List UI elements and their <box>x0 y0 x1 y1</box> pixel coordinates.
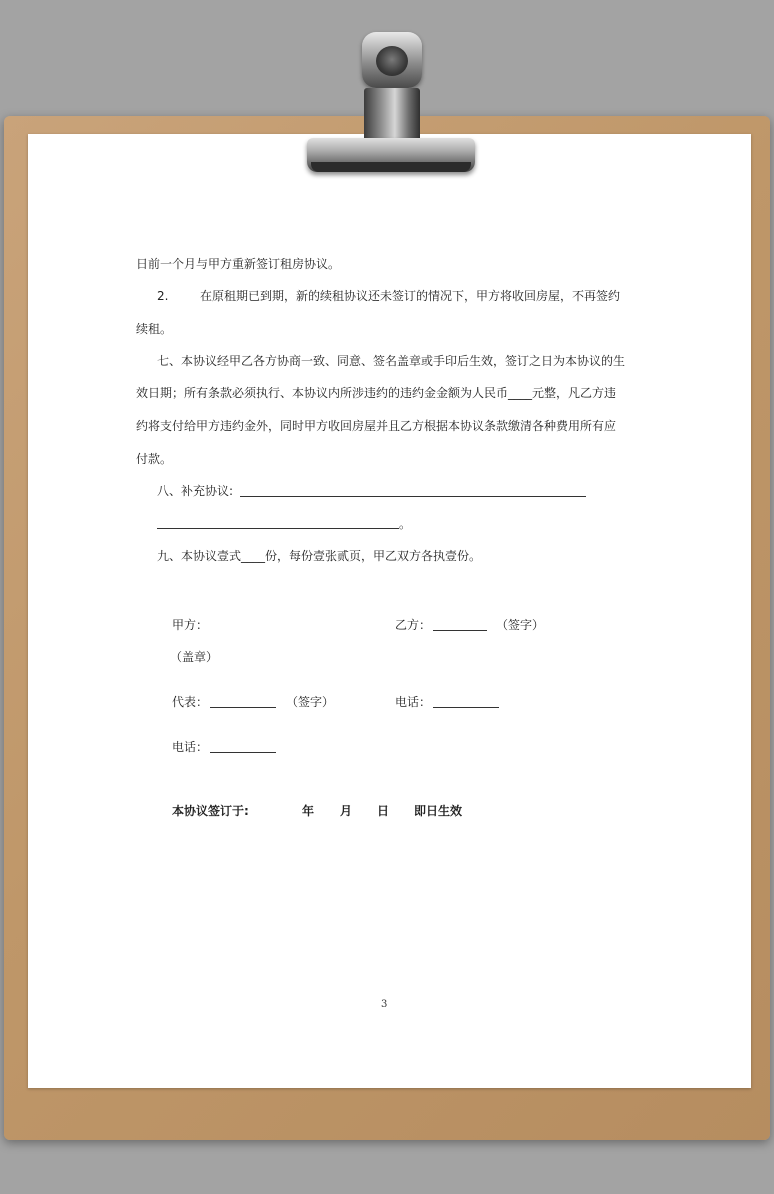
seal-note: （盖章） <box>170 650 219 664</box>
list-number: 2. <box>157 289 169 303</box>
party-b-label: 乙方： <box>395 618 432 632</box>
text-line: 在原租期已到期，新的续租协议还未签订的情况下，甲方将收回房屋，不再签约 <box>200 289 621 303</box>
representative-sign-line <box>210 695 276 708</box>
signed-day: 日 <box>377 804 390 818</box>
clip-lip <box>311 162 471 172</box>
text-line: 日前一个月与甲方重新签订租房协议。 <box>136 257 341 271</box>
representative-label: 代表： <box>172 695 209 709</box>
effective-note: 即日生效 <box>414 804 463 818</box>
signed-date-label: 本协议签订于: <box>172 804 249 818</box>
text-line: 付款。 <box>136 452 173 466</box>
watermark <box>90 450 131 492</box>
sign-note: （签字） <box>286 695 335 709</box>
clip-hole <box>376 46 408 76</box>
text-line: 。 <box>399 517 412 531</box>
document-page <box>28 134 751 1088</box>
page-number: 3 <box>381 999 388 1010</box>
supplement-line-1 <box>240 484 586 497</box>
party-b-phone-line <box>433 695 499 708</box>
text-line: 七、本协议经甲乙各方协商一致、同意、签名盖章或手印后生效，签订之日为本协议的生 <box>157 354 626 368</box>
text-line: 九、本协议壹式____份，每份壹张贰页，甲乙双方各执壹份。 <box>157 549 482 563</box>
party-a-phone-label: 电话： <box>172 740 209 754</box>
party-a-label: 甲方： <box>172 618 209 632</box>
party-b-phone-label: 电话： <box>395 695 432 709</box>
clip-arm <box>364 88 420 142</box>
text-line: 续租。 <box>136 322 173 336</box>
party-a-phone-line <box>210 740 276 753</box>
sign-note: （签字） <box>496 618 545 632</box>
signed-month: 月 <box>340 804 353 818</box>
text-line: 约将支付给甲方违约金外，同时甲方收回房屋并且乙方根据本协议条款缴清各种费用所有应 <box>136 419 617 433</box>
party-b-sign-line <box>433 618 487 631</box>
supplement-label: 八、补充协议: <box>157 484 234 498</box>
text-line: 效日期；所有条款必须执行、本协议内所涉违约的违约金金额为人民币____元整，凡乙方违 <box>136 386 617 400</box>
signed-year: 年 <box>302 804 315 818</box>
supplement-line-2 <box>157 516 399 529</box>
